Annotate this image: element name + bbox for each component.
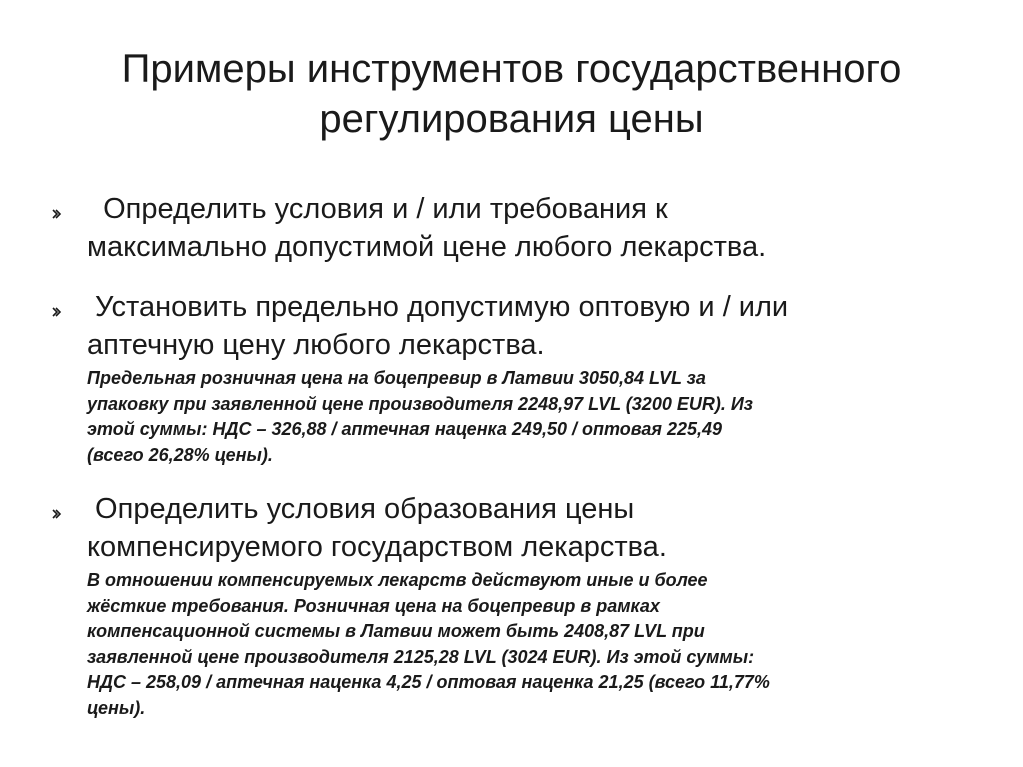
bullet-text [87,490,977,566]
bullet-text-line: Определить условия образования цены [87,493,635,525]
bullet-note [87,568,987,721]
bullet-note-line: (всего 26,28% цены). [87,444,273,465]
bullet-text [87,288,977,364]
bullet-note-line: В отношении компенсируемых лекарств действуют иные и более [87,570,708,590]
slide-title-line: Примеры инструментов государственного [121,47,902,91]
bullet-note-line: НДС – 258,09 / аптечная наценка 4,25 / оптовая наценка 21,25 (всего 11,77% [87,672,770,692]
bullet-note-line: заявленной цене производителя 2125,28 LVL (3024 EUR). Из этой суммы: [87,646,755,667]
arrow-bullet-icon [52,209,62,219]
bullet-text [87,190,977,266]
bullet-text-line: компенсируемого государством лекарства. [87,531,667,563]
bullet-text-line: максимально допустимой цене любого лекарства. [87,231,767,263]
bullet-note [87,366,987,468]
arrow-bullet-icon [52,307,62,317]
bullet-note-line: жёсткие требования. Розничная цена на боцепревир в рамках [87,595,660,616]
bullet-text-line: Определить условия и / или требования к [87,193,668,225]
arrow-bullet-icon [52,509,62,519]
slide-title [40,44,983,144]
bullet-note-line: Предельная розничная цена на боцепревир в Латвии 3050,84 LVL за [87,368,706,388]
bullet-note-line: этой суммы: НДС – 326,88 / аптечная наценка 249,50 / оптовая 225,49 [87,419,723,439]
bullet-text-line: Установить предельно допустимую оптовую и / или [87,291,789,323]
bullet-note-line: компенсационной системы в Латвии может быть 2408,87 LVL при [87,621,705,641]
bullet-note-line: цены). [87,697,146,718]
slide-title-line: регулирования цены [319,97,704,141]
bullet-note-line: упаковку при заявленной цене производителя 2248,97 LVL (3200 EUR). Из [87,393,753,414]
bullet-text-line: аптечную цену любого лекарства. [87,329,545,361]
